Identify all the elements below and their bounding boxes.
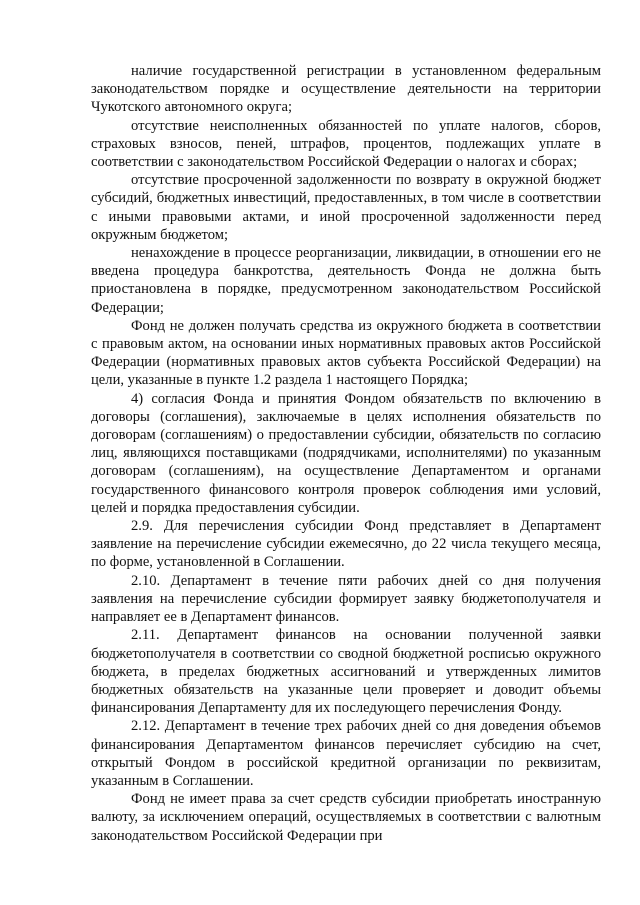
paragraph-foreign-currency: Фонд не имеет права за счет средств субсидии приобретать иностранную валюту, за исключением операций, осуществляемых в соответствии с валютным законодательством Российской Федерации при — [91, 791, 601, 844]
paragraph-no-tax-debts: отсутствие неисполненных обязанностей по уплате налогов, сборов, страховых взносов, пеней, штрафов, процентов, подлежащих уплате в соответствии с законодательством Российской Федерации о налогах и сборах; — [91, 117, 601, 171]
paragraph-2-12: 2.12. Департамент в течение трех рабочих дней со дня доведения объемов финансирования Департаментом финансов перечисляет субсидию на счет, открытый Фондом в российской кредитной организации по реквизитам, указанным в Соглашении. — [91, 718, 601, 789]
paragraph-no-reorganization: ненахождение в процессе реорганизации, ликвидации, в отношении его не введена процедура банкротства, деятельность Фонда не должна быть приостановлена в порядке, предусмотренном законодательством Российской Федерации; — [91, 245, 601, 316]
paragraph-state-registration: наличие государственной регистрации в установленном федеральным законодательством порядке и осуществление деятельности на территории Чукотского автономного округа; — [91, 63, 601, 116]
paragraph-2-10: 2.10. Департамент в течение пяти рабочих дней со дня получения заявления на перечисление субсидии формирует заявку бюджетополучателя и направляет ее в Департамент финансов. — [91, 572, 601, 626]
paragraph-item-4-consent: 4) согласия Фонда и принятия Фондом обязательств по включению в договоры (соглашения), заключаемые в целях исполнения обязательств по договорам (соглашениям) о предоставлении субсидии, обязательств по согласию лиц, являющихся поставщиками (подрядчиками, исполнителями) по указанным договорам (соглашениям), на осуществление Департаментом и органами государственного финансового контроля проверок соблюдения ими условий, целей и порядка предоставления субсидии. — [91, 390, 601, 516]
paragraph-no-overdue-debt: отсутствие просроченной задолженности по возврату в окружной бюджет субсидий, бюджетных инвестиций, предоставленных, в том числе в соответствии с иными правовыми актами, и иной просроченной задолженности перед окружным бюджетом; — [91, 172, 601, 243]
paragraph-no-other-funding: Фонд не должен получать средства из окружного бюджета в соответствии с правовым актом, на основании иных нормативных правовых актов Российской Федерации (нормативных правовых актов субъекта Российской Федерации) на цели, указанные в пункте 1.2 раздела 1 настоящего Порядка; — [91, 317, 601, 389]
document-page — [91, 62, 601, 845]
paragraph-2-9: 2.9. Для перечисления субсидии Фонд представляет в Департамент заявление на перечисление субсидии ежемесячно, до 22 числа текущего месяца, по форме, установленной в Соглашении. — [91, 518, 601, 571]
paragraph-2-11: 2.11. Департамент финансов на основании полученной заявки бюджетополучателя в соответствии со сводной бюджетной росписью окружного бюджета, в пределах бюджетных ассигнований и утвержденных лимитов бюджетных обязательств на указанные цели проверяет и доводит объемы финансирования Департаменту для их последующего перечисления Фонду. — [91, 627, 601, 717]
